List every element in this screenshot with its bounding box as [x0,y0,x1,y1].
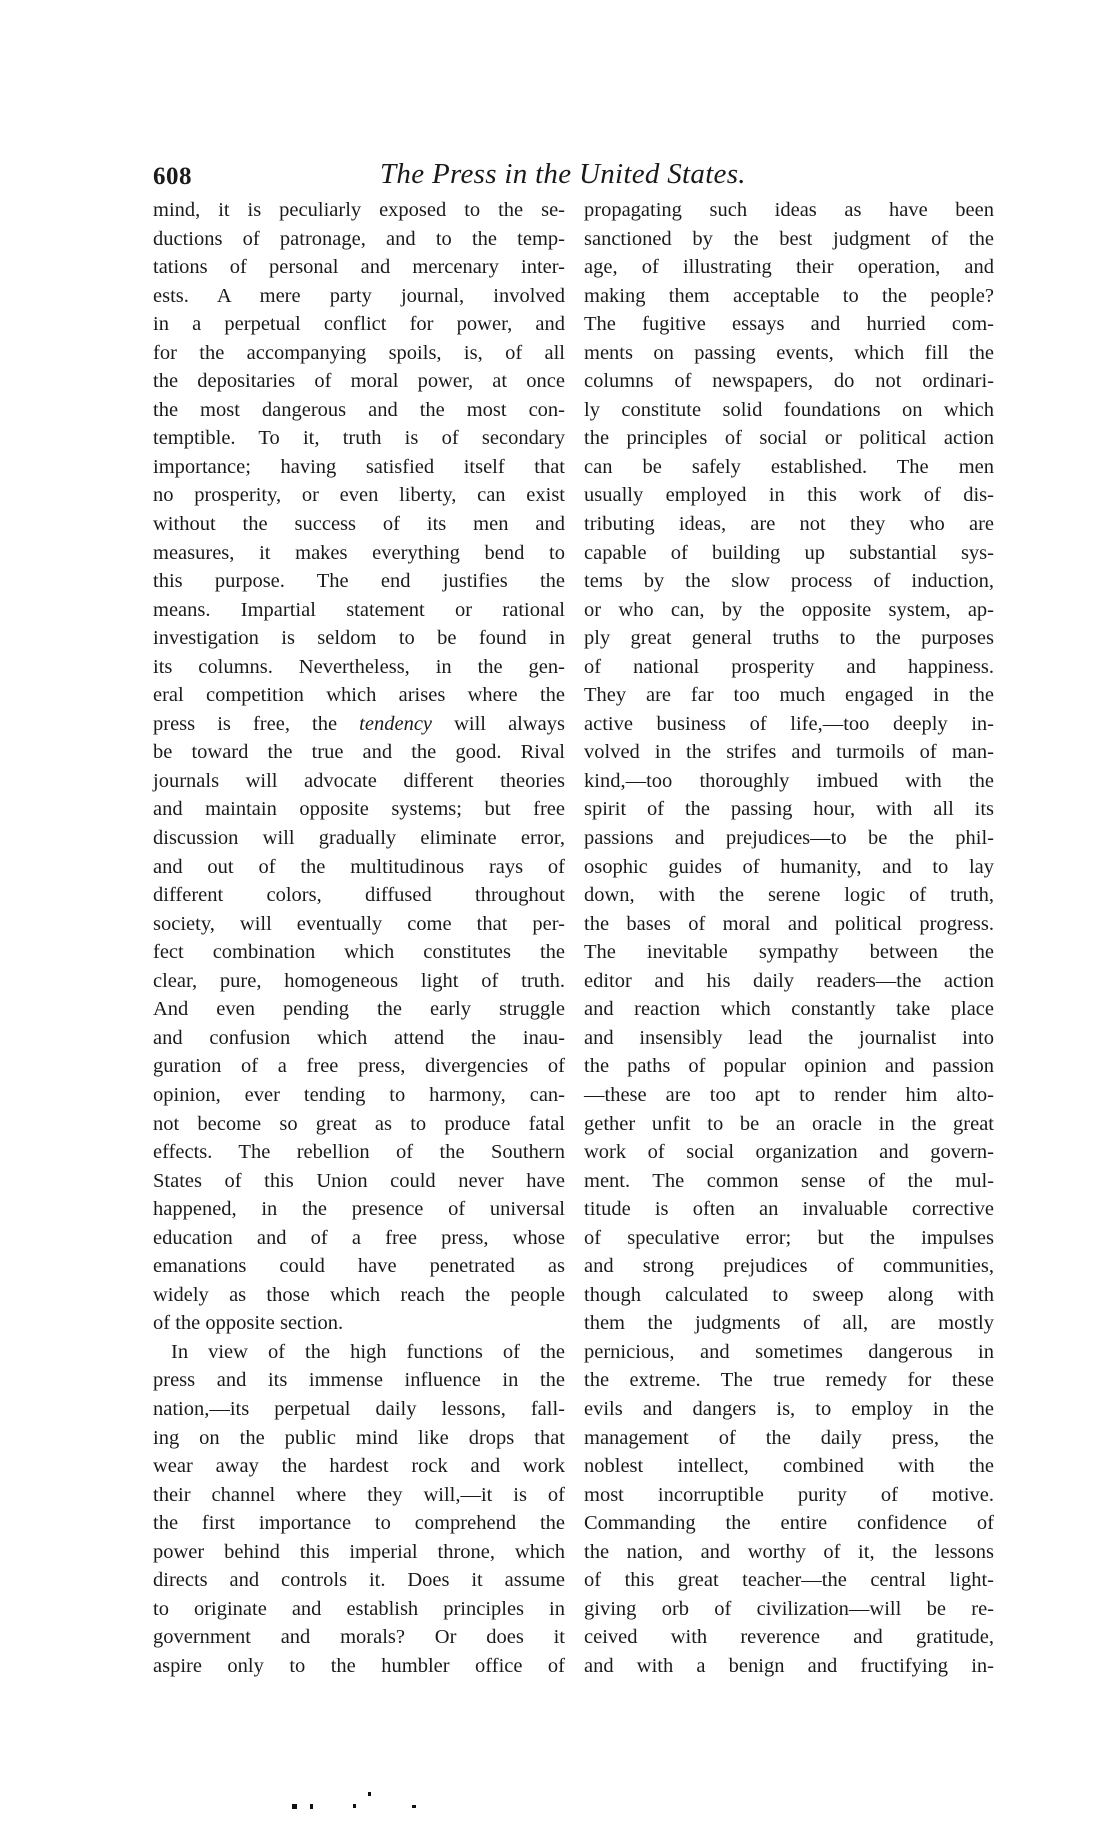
text-line: ply great general truths to the purposes [584,627,994,650]
text-line: or who can, by the opposite system, ap- [584,598,994,621]
text-line: of this great teacher—the central light- [584,1569,994,1592]
text-line: without the success of its men and [153,513,565,536]
text-line: ests. A mere party journal, involved [153,284,565,307]
text-line: the nation, and worthy of it, the lessons [584,1540,994,1563]
text-line: propagating such ideas as have been [584,199,994,221]
text-line: effects. The rebellion of the Southern [153,1141,565,1164]
text-line: power behind this imperial throne, which [153,1540,565,1563]
text-line: can be safely established. The men [584,455,994,478]
text-line: their channel where they will,—it is of [153,1483,565,1506]
text-line: of national prosperity and happiness. [584,655,994,678]
text-line: tations of personal and mercenary inter- [153,256,565,279]
text-line: nation,—its perpetual daily lessons, fall- [153,1397,565,1420]
text-line: directs and controls it. Does it assume [153,1569,565,1592]
text-line: guration of a free press, divergencies of [153,1055,565,1078]
text-line: And even pending the early struggle [153,998,565,1021]
text-line: fect combination which constitutes the [153,941,565,964]
text-line: the bases of moral and political progress. [584,912,994,935]
text-line: kind,—too thoroughly imbued with the [584,769,994,792]
text-line: of speculative error; but the impulses [584,1226,994,1249]
text-line: emanations could have penetrated as [153,1255,565,1278]
text-line: sanctioned by the best judgment of the [584,227,994,250]
text-line: most incorruptible purity of motive. [584,1483,994,1506]
text-line: ductions of patronage, and to the temp- [153,227,565,250]
text-line: editor and his daily readers—the action [584,969,994,992]
text-line: work of social organization and govern- [584,1141,994,1164]
text-line: not become so great as to produce fatal [153,1112,565,1135]
text-line: wear away the hardest rock and work [153,1455,565,1478]
text-line: though calculated to sweep along with [584,1283,994,1306]
text-line: the most dangerous and the most con- [153,398,565,421]
left-text-column [153,196,565,1680]
text-line: be toward the true and the good. Rival [153,741,565,764]
text-line: evils and dangers is, to employ in the [584,1397,994,1420]
text-line: passions and prejudices—to be the phil- [584,827,994,850]
text-line: the depositaries of moral power, at once [153,370,565,393]
text-line: ly constitute solid foundations on which [584,398,994,421]
text-line: in a perpetual conflict for power, and [153,313,565,336]
text-line: Commanding the entire confidence of [584,1512,994,1535]
page-number: 608 [153,163,192,190]
text-line: and strong prejudices of communities, [584,1255,994,1278]
text-line: mind, it is peculiarly exposed to the se- [153,199,565,221]
scan-artifact-marks [280,1797,420,1817]
text-line: and out of the multitudinous rays of [153,855,565,878]
text-line: and reaction which constantly take place [584,998,994,1021]
text-line: the principles of social or political action [584,427,994,450]
text-line: no prosperity, or even liberty, can exist [153,484,565,507]
text-line: press is free, the tendency will always [153,712,565,735]
text-line: management of the daily press, the [584,1426,994,1449]
text-line: and confusion which attend the inau- [153,1026,565,1049]
text-line: happened, in the presence of universal [153,1198,565,1221]
text-line: ing on the public mind like drops that [153,1426,565,1449]
text-line: tems by the slow process of induction, [584,570,994,593]
text-line: the paths of popular opinion and passion [584,1055,994,1078]
text-line: giving orb of civilization—will be re- [584,1597,994,1620]
text-line: tributing ideas, are not they who are [584,513,994,536]
text-line: eral competition which arises where the [153,684,565,707]
text-line: press and its immense influence in the [153,1369,565,1392]
text-line: to originate and establish principles in [153,1597,565,1620]
text-line: ceived with reverence and gratitude, [584,1626,994,1649]
text-line: columns of newspapers, do not ordinari- [584,370,994,393]
text-line: opinion, ever tending to harmony, can- [153,1083,565,1106]
text-line: widely as those which reach the people [153,1283,565,1306]
right-text-column [584,196,994,1680]
text-line: its columns. Nevertheless, in the gen- [153,655,565,678]
text-line: temptible. To it, truth is of secondary [153,427,565,450]
text-line: education and of a free press, whose [153,1226,565,1249]
text-line: importance; having satisfied itself that [153,455,565,478]
text-line: age, of illustrating their operation, and [584,256,994,279]
text-line: and maintain opposite systems; but free [153,798,565,821]
text-line: discussion will gradually eliminate error, [153,827,565,850]
text-line: gether unfit to be an oracle in the great [584,1112,994,1135]
text-line: aspire only to the humbler office of [153,1654,565,1677]
text-line: the first importance to comprehend the [153,1512,565,1535]
text-line: spirit of the passing hour, with all its [584,798,994,821]
text-line: States of this Union could never have [153,1169,565,1192]
text-line: this purpose. The end justifies the [153,570,565,593]
text-line: In view of the high functions of the [171,1340,565,1363]
text-line: investigation is seldom to be found in [153,627,565,650]
text-line: osophic guides of humanity, and to lay [584,855,994,878]
text-line: pernicious, and sometimes dangerous in [584,1340,994,1363]
text-line: the extreme. The true remedy for these [584,1369,994,1392]
text-line: noblest intellect, combined with the [584,1455,994,1478]
text-line: different colors, diffused throughout [153,884,565,907]
text-line: for the accompanying spoils, is, of all [153,341,565,364]
text-line: measures, it makes everything bend to [153,541,565,564]
text-line: The inevitable sympathy between the [584,941,994,964]
text-line: means. Impartial statement or rational [153,598,565,621]
text-line: of the opposite section. [153,1312,344,1335]
text-line: ments on passing events, which fill the [584,341,994,364]
text-line: titude is often an invaluable corrective [584,1198,994,1221]
text-line: and insensibly lead the journalist into [584,1026,994,1049]
text-line: ment. The common sense of the mul- [584,1169,994,1192]
text-line: The fugitive essays and hurried com- [584,313,994,336]
text-line: capable of building up substantial sys- [584,541,994,564]
text-line: volved in the strifes and turmoils of man- [584,741,994,764]
text-line: —these are too apt to render him alto- [584,1083,994,1106]
text-line: clear, pure, homogeneous light of truth. [153,969,565,992]
text-line: They are far too much engaged in the [584,684,994,707]
text-line: active business of life,—too deeply in- [584,712,994,735]
text-line: usually employed in this work of dis- [584,484,994,507]
text-line: down, with the serene logic of truth, [584,884,994,907]
text-line: government and morals? Or does it [153,1626,565,1649]
text-line: them the judgments of all, are mostly [584,1312,994,1335]
text-line: society, will eventually come that per- [153,912,565,935]
text-line: making them acceptable to the people? [584,284,994,307]
running-title: The Press in the United States. [380,158,746,190]
text-line: journals will advocate different theories [153,769,565,792]
italic-emphasis: tendency [359,712,433,735]
text-line: and with a benign and fructifying in- [584,1654,994,1677]
